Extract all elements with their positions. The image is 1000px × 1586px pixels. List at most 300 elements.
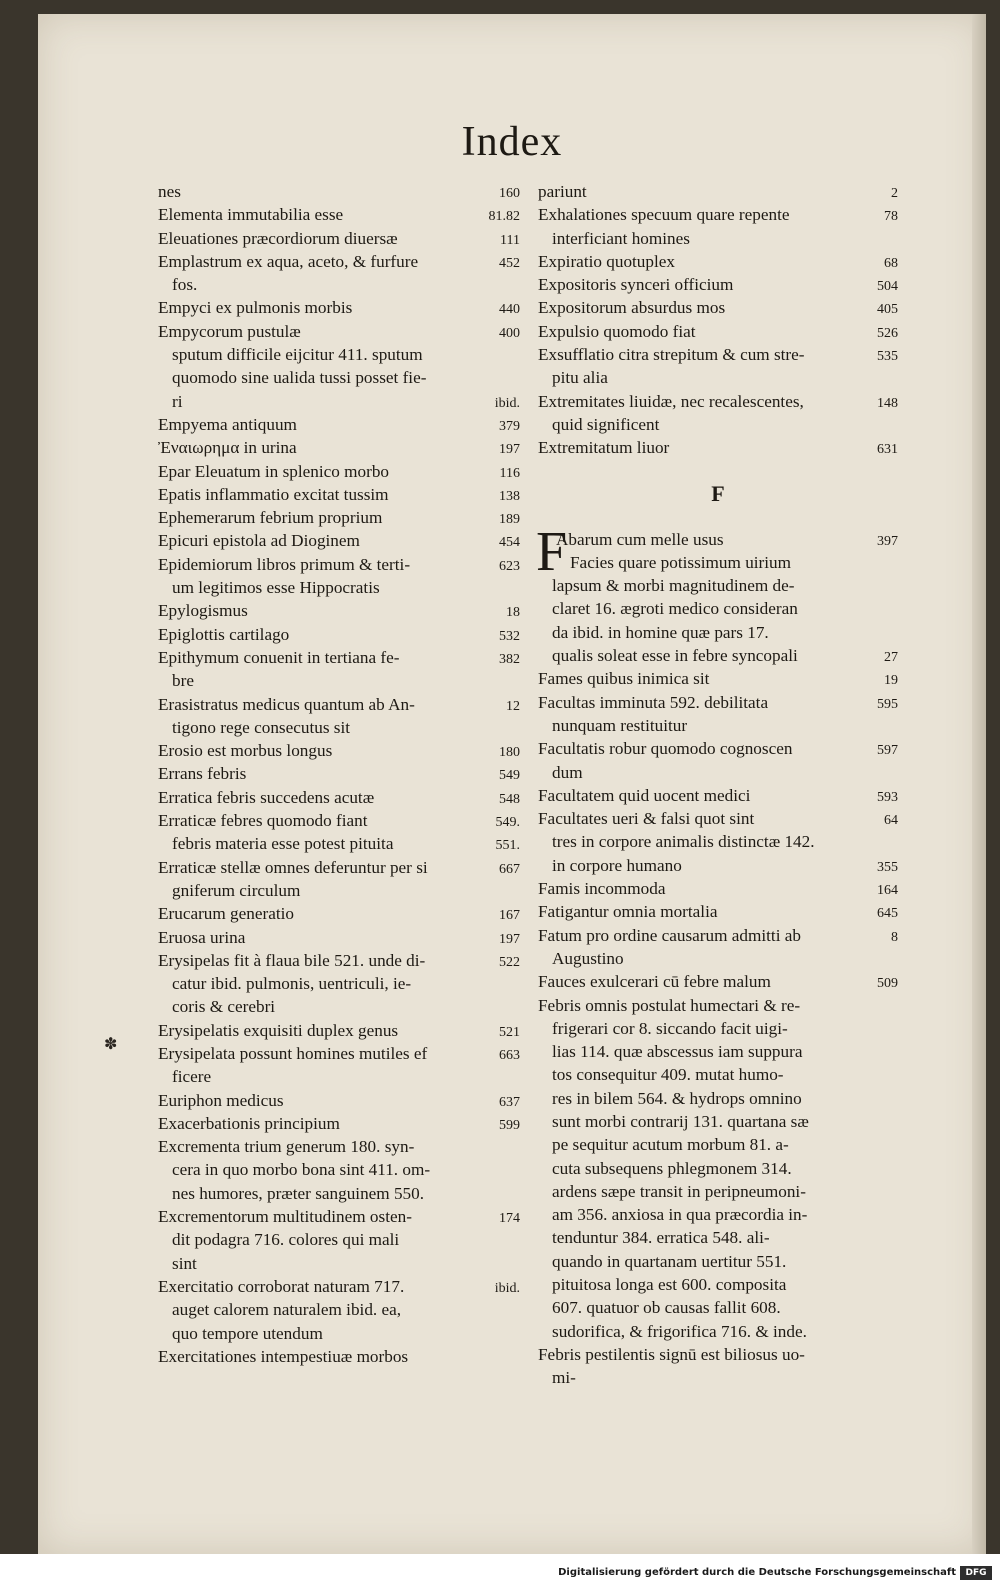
index-entry-line [158,227,520,250]
index-entry-text: febris materia esse potest pituita [172,834,394,854]
index-column-left [158,180,520,1368]
index-entry-line [158,1065,520,1088]
index-entry-text: mi- [552,1368,576,1388]
index-entry [158,739,520,762]
index-page-number: 597 [877,743,898,759]
index-entry-text: Facultatem quid uocent medici [538,785,751,805]
index-entry-line [538,1273,898,1296]
index-entry [158,599,520,622]
index-entry-text: quo tempore utendum [172,1323,323,1343]
index-entry-text: Empyema antiquum [158,414,297,434]
index-entry-line [538,273,898,296]
index-entry-line [538,436,898,459]
index-entry-line [538,830,898,853]
index-entry [158,786,520,809]
index-entry-text: nunquam restituitur [552,715,688,735]
index-page-number: 645 [877,906,898,922]
index-page-number: 8 [891,929,898,945]
index-entry-line [158,762,520,785]
index-page-number: 382 [499,651,520,667]
index-entry [158,1135,520,1205]
index-entry-text: dit podagra 716. colores qui mali [172,1230,400,1250]
index-entry-line [538,947,898,970]
index-entry-line [158,623,520,646]
index-entry-text: Euriphon medicus [158,1090,284,1110]
index-entry-text: Erysipelatis exquisiti duplex genus [158,1020,399,1040]
index-entry-line [158,483,520,506]
index-entry [538,877,898,900]
index-entry-text: ri [172,391,183,411]
index-entry [158,250,520,297]
index-entry [158,1345,520,1368]
index-entry-line [158,902,520,925]
index-page-number: 452 [499,255,520,271]
index-page-number: 2 [891,186,898,201]
index-page-number: 535 [877,349,898,365]
index-entry-line [538,1087,898,1110]
index-entry [538,343,898,390]
index-entry-line [538,1343,898,1366]
index-entry-text: Errans febris [158,764,247,784]
index-entry-line [158,1252,520,1275]
index-entry-line [158,273,520,296]
index-entry-text: lias 114. quæ abscessus iam suppura [552,1042,803,1062]
index-entry-text: tigono rege consecutus sit [172,717,351,737]
index-entry [158,1205,520,1275]
index-entry-text: Augustino [552,948,624,968]
index-entry [158,413,520,436]
index-entry-text: cera in quo morbo bona sint 411. om- [172,1160,431,1180]
index-entry-text: Empyci ex pulmonis morbis [158,298,353,318]
index-entry [158,623,520,646]
index-entry [538,900,898,923]
index-entry-line [538,320,898,343]
index-entry-line [158,809,520,832]
index-entry-line [538,180,898,203]
index-entry-text: ardens sæpe transit in peripneumoni- [552,1181,806,1201]
index-entry-line [158,995,520,1018]
index-entry-text: Fatigantur omnia mortalia [538,902,718,922]
index-entry-line [538,551,898,574]
index-entry-text: pituitosa longa est 600. composita [552,1275,787,1295]
index-entry-line [158,949,520,972]
index-entry [538,250,898,273]
index-entry-text: Febris pestilentis signū est biliosus uo- [538,1344,805,1364]
index-entry-text: qualis soleat esse in febre syncopali [552,646,798,666]
index-entry-text: Erysipelas fit à flaua bile 521. unde di- [158,950,426,970]
index-entry-line [538,366,898,389]
index-entry-line [158,320,520,343]
index-entry [158,529,520,552]
index-page-number: 68 [884,255,898,271]
index-entry-line [538,1366,898,1389]
index-entry-line [158,1089,520,1112]
index-entry-line [158,599,520,622]
index-entry-text: gniferum circulum [172,880,301,900]
index-entry-line [538,854,898,877]
index-entry-line [538,250,898,273]
index-entry-text: Fauces exulcerari cū febre malum [538,972,771,992]
index-entry-text: nes humores, præter sanguinem 550. [172,1183,425,1203]
index-entry-text: lapsum & morbi magnitudinem de- [552,576,795,596]
index-entry [538,203,898,250]
index-entry [538,924,898,971]
index-entry [538,273,898,296]
index-entry-text: Expulsio quomodo fiat [538,321,696,341]
index-entry-text: Expositorum absurdus mos [538,298,726,318]
index-page-number: ibid. [494,1280,520,1296]
index-entry-text: Exacerbationis principium [158,1113,340,1133]
index-entry-text: Epithymum conuenit in tertiana fe- [158,647,400,667]
index-entry-text: Facultatis robur quomodo cognoscen [538,739,793,759]
index-entry-text: Famis incommoda [538,879,666,899]
index-page-number: 549. [495,815,520,831]
index-entry-line [158,1228,520,1251]
index-entry [538,436,898,459]
index-entry-line [158,296,520,319]
index-entry [538,807,898,877]
index-entry-text: frigerari cor 8. siccando facit uigi- [552,1018,788,1038]
index-entry [158,320,520,413]
index-entry-text: da ibid. in homine quæ pars 17. [552,622,769,642]
index-page-number: 189 [499,512,520,528]
index-entry [158,227,520,250]
index-entries-f [536,520,898,1390]
index-entry-text: Erucarum generatio [158,904,294,924]
index-entry-line [158,972,520,995]
index-entry-text: auget calorem naturalem ibid. ea, [172,1300,402,1320]
index-entry-text: Epicuri epistola ad Dioginem [158,531,360,551]
index-entry-text: Facultates ueri & falsi quot sint [538,809,755,829]
book-page [38,14,986,1554]
index-entry-line [158,1275,520,1298]
index-entry [158,693,520,740]
index-entry-line [538,807,898,830]
index-entry-line [158,343,520,366]
index-entry [538,180,898,203]
index-entry-line [538,528,898,551]
index-entry [158,296,520,319]
index-entry-line [158,1298,520,1321]
index-entry-text: tos consequitur 409. mutat humo- [552,1065,784,1085]
index-entry-line [538,343,898,366]
index-entry-text: catur ibid. pulmonis, uentriculi, ie- [172,974,412,994]
index-entry-text: Erraticæ febres quomodo fiant [158,811,368,831]
page-title: Index [461,119,563,165]
index-entry-line [538,924,898,947]
index-page-number: 27 [884,650,898,666]
index-entry-line [538,667,898,690]
index-entry-line [538,390,898,413]
index-page-number: 551. [495,838,520,854]
index-entry-line [538,1296,898,1319]
index-entry-text: cuta subsequens phlegmonem 314. [552,1158,792,1178]
index-page-number: 504 [877,279,898,295]
index-page-number: 667 [499,861,520,877]
index-entry-text: Exsufflatio citra strepitum & cum stre- [538,345,805,365]
index-entry-text: Eleuationes præcordiorum diuersæ [158,228,398,248]
index-entry-text: Eruosa urina [158,927,246,947]
index-entry-line [538,644,898,667]
index-page-number: 532 [499,628,520,644]
index-entry [538,390,898,437]
index-entry-text: sputum difficile eijcitur 411. sputum [172,345,423,365]
index-entry-line [538,574,898,597]
index-entry-line [158,1042,520,1065]
index-page-number: 18 [506,605,520,621]
index-entry-line [538,877,898,900]
index-entry-text: Empycorum pustulæ [158,321,301,341]
index-page-number: 663 [499,1047,520,1063]
index-page-number: 548 [499,791,520,807]
index-entry-line [158,1019,520,1042]
index-entry-text: Extremitates liuidæ, nec recalescentes, [538,391,804,411]
index-page-number: 197 [499,931,520,947]
index-page-number: 522 [499,954,520,970]
index-entry-line [158,366,520,389]
index-entry-text: Excrementorum multitudinem osten- [158,1207,412,1227]
index-entry-line [538,621,898,644]
index-entry-line [158,926,520,949]
index-entry-line [158,1322,520,1345]
index-entry [158,1019,520,1042]
index-entry-text: Abarum cum melle usus [556,529,724,549]
index-entry-text: pariunt [538,182,587,201]
index-page-number: 167 [499,908,520,924]
index-entry [158,483,520,506]
index-entry-line [158,879,520,902]
index-column-right [538,180,898,1390]
index-page-number: 593 [877,789,898,805]
index-entry [158,856,520,903]
index-page-number: 397 [877,533,898,549]
index-entry-text: quando in quartanam uertitur 551. [552,1251,787,1271]
index-entry-line [158,646,520,669]
index-entry [158,809,520,856]
index-entry-text: Exhalationes specuum quare repente [538,205,790,225]
index-entry-text: Erysipelata possunt homines mutiles ef [158,1043,428,1063]
index-entry [158,460,520,483]
index-entry [158,762,520,785]
index-entry-line [158,1135,520,1158]
index-page-number: ibid. [494,395,520,411]
index-entry-text: sunt morbi contrarij 131. quartana sæ [552,1111,809,1131]
index-page-number: 599 [499,1117,520,1133]
index-entry-line [538,970,898,993]
index-page-number: 19 [884,673,898,689]
index-page-number: 454 [499,535,520,551]
index-page-number: 637 [499,1094,520,1110]
index-entry [538,320,898,343]
index-page-number: 509 [877,976,898,992]
index-entry-line [538,1203,898,1226]
index-page-number: 526 [877,325,898,341]
index-page-number: 160 [499,186,520,201]
index-entry-text: Elementa immutabilia esse [158,205,344,225]
index-entry-line [538,994,898,1017]
index-page-number: 379 [499,418,520,434]
index-entry-text: Exercitatio corroborat naturam 717. [158,1276,405,1296]
index-entry [538,1343,898,1390]
index-page-number: 623 [499,558,520,574]
index-entry-line [538,784,898,807]
index-page-number: 148 [877,395,898,411]
index-entry-text: um legitimos esse Hippocratis [172,578,380,598]
index-entry-text: Ephemerarum febrium proprium [158,508,383,528]
index-entry [538,994,898,1343]
index-entry-line [158,203,520,226]
index-entry [158,1275,520,1345]
index-entry-line [158,1205,520,1228]
footer-credit: Digitalisierung gefördert durch die Deutsche Forschungsgemeinschaft [558,1567,956,1578]
index-entry-text: Erasistratus medicus quantum ab An- [158,694,415,714]
index-page-number: 174 [499,1211,520,1227]
index-entry [158,506,520,529]
index-entry-text: Epidemiorum libros primum & terti- [158,554,411,574]
index-entry [538,737,898,784]
index-entry-text: 607. quatuor ob causas fallit 608. [552,1298,781,1318]
index-entry-line [158,856,520,879]
index-entry-text: Epylogismus [158,601,248,621]
index-page-number: 631 [877,442,898,458]
index-entry-text: am 356. anxiosa in qua præcordia in- [552,1205,808,1225]
index-entry [538,970,898,993]
index-entry-text: coris & cerebri [172,997,276,1017]
index-entry-text: Ἐναιωρημα in urina [158,438,297,458]
index-entry-line [158,1345,520,1368]
index-entries-e-continued [538,180,898,460]
index-entry-line [538,1157,898,1180]
index-entry [158,1042,520,1089]
index-entry-text: Extremitatum liuor [538,438,670,458]
index-entry-line [158,506,520,529]
index-entry [158,553,520,600]
index-page-number: 400 [499,325,520,341]
index-page-number: 81.82 [488,209,520,225]
index-entry [158,436,520,459]
index-entry-text: Epatis inflammatio excitat tussim [158,484,389,504]
index-entry-line [538,1063,898,1086]
index-entry-text: tres in corpore animalis distinctæ 142. [552,832,815,852]
index-entry-line [538,597,898,620]
index-entry-line [538,203,898,226]
index-entry-text: Fames quibus inimica sit [538,669,710,689]
index-entry-line [158,460,520,483]
index-entry-text: in corpore humano [552,855,682,875]
index-entry-line [538,737,898,760]
index-entry-text: quid significent [552,414,660,434]
index-entry [158,1089,520,1112]
index-entry-line [538,1180,898,1203]
index-entry-line [158,716,520,739]
index-entry-line [158,553,520,576]
index-entry-line [158,1182,520,1205]
index-page-number: 116 [499,465,520,481]
index-entry-text: interficiant homines [552,228,690,248]
index-entry-line [158,250,520,273]
index-entry-line [158,693,520,716]
index-entry-text: Febris omnis postulat humectari & re- [538,995,801,1015]
index-entry-line [158,739,520,762]
index-entry-line [158,180,520,203]
index-entry-text: Erraticæ stellæ omnes deferuntur per si [158,857,428,877]
index-entry [158,926,520,949]
index-entry [158,646,520,693]
index-entry-line [158,529,520,552]
index-page-number: 440 [499,302,520,318]
index-page-number: 405 [877,302,898,318]
index-page-number: 549 [499,768,520,784]
ornament-mark: ✽ [104,1034,118,1053]
dfg-logo: DFG [960,1566,992,1580]
index-entry-line [158,576,520,599]
index-entry-line [538,1110,898,1133]
index-entry [538,296,898,319]
index-entry-line [158,786,520,809]
index-entry [158,902,520,925]
index-page-number: 111 [500,232,520,248]
index-entry-text: Fatum pro ordine causarum admitti ab [538,925,801,945]
index-page-number: 355 [877,859,898,875]
index-entry-line [158,436,520,459]
index-entry-text: dum [552,762,583,782]
index-entry [536,520,898,668]
index-entry-line [158,390,520,413]
index-entry-line [538,714,898,737]
index-page-number: 521 [499,1024,520,1040]
page-edge [972,14,986,1554]
index-entry-text: quomodo sine ualida tussi posset fie- [172,368,427,388]
index-entry-line [538,1226,898,1249]
index-page-number: 138 [499,488,520,504]
index-page-number: 78 [884,209,898,225]
index-entry [158,180,520,203]
index-page-number: 180 [499,745,520,761]
index-entry-text: pitu alia [552,368,608,388]
index-entry-text: bre [172,671,194,691]
index-entry-text: Expiratio quotuplex [538,251,675,271]
index-entry-text: Erratica febris succedens acutæ [158,787,375,807]
index-entry-text: Excrementa trium generum 180. syn- [158,1137,415,1157]
index-entry [538,667,898,690]
index-entry-text: Epar Eleuatum in splenico morbo [158,461,390,481]
index-entry-text: sint [172,1253,197,1273]
index-entry [158,203,520,226]
index-entry-line [538,227,898,250]
index-entry-text: Epiglottis cartilago [158,624,290,644]
index-entry-text: Expositoris synceri officium [538,275,734,295]
index-entry [158,949,520,1019]
index-entry-line [538,1040,898,1063]
index-entry-line [538,1017,898,1040]
index-entry-line [158,413,520,436]
index-page-number: 12 [506,698,520,714]
index-entry [158,1112,520,1135]
index-entry-text: res in bilem 564. & hydrops omnino [552,1088,802,1108]
index-entry-text: Erosio est morbus longus [158,741,333,761]
index-entry-text: claret 16. ægroti medico consideran [552,599,798,619]
index-entry-line [538,1320,898,1343]
index-entry-text: fos. [172,275,198,295]
index-entry-line [538,1133,898,1156]
drop-cap: F [536,520,568,583]
index-entry-line [158,832,520,855]
index-page-number: 64 [884,813,898,829]
index-entry-line [538,296,898,319]
index-page-number: 595 [877,696,898,712]
index-entry-text: nes [158,182,181,201]
index-entry [538,691,898,738]
